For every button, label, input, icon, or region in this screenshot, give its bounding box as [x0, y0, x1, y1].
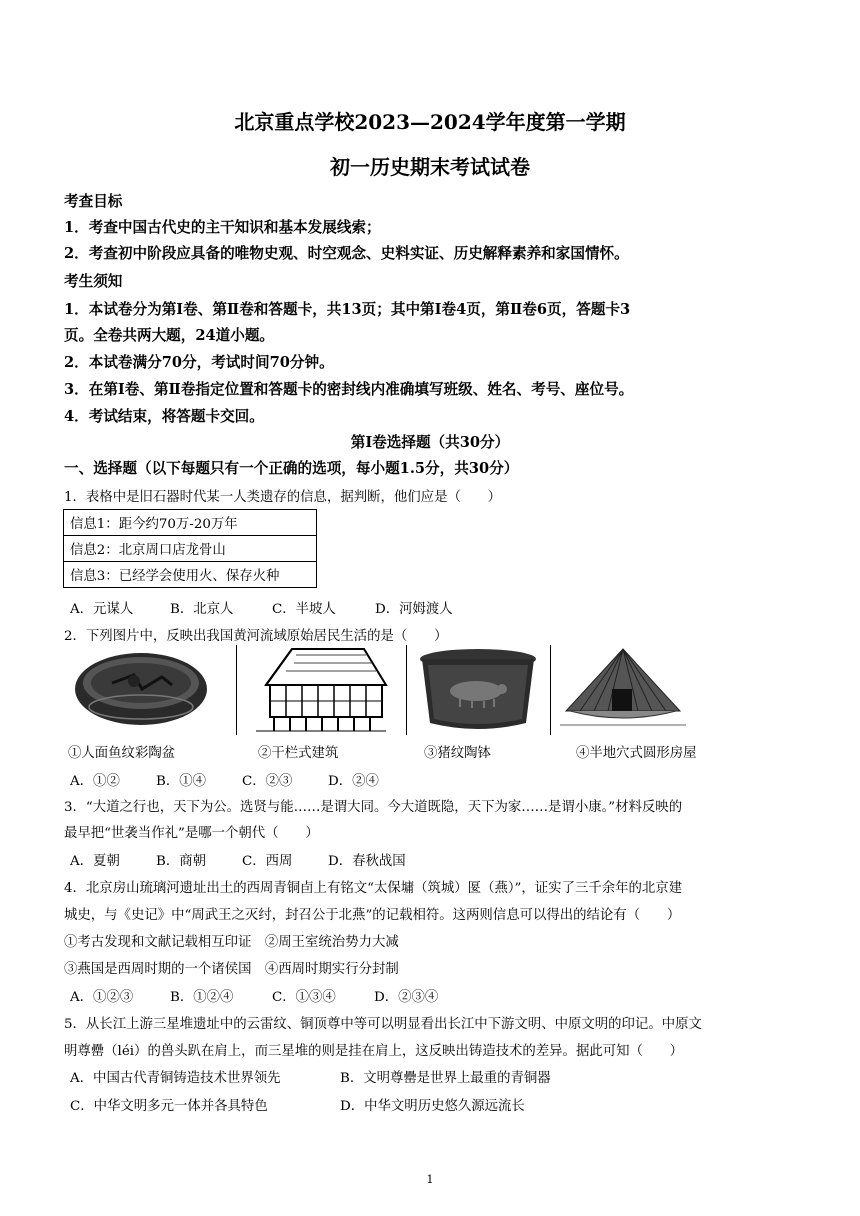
- table-cell: 信息2：北京周口店龙骨山: [64, 536, 317, 562]
- exam-subtitle: 初一历史期末考试试卷: [330, 155, 530, 179]
- q3-option-a: A．夏朝: [70, 854, 120, 869]
- table-row: [64, 562, 317, 588]
- section-title: 第Ⅰ卷选择题（共30分）: [350, 434, 510, 451]
- q5-option-c: C．中华文明多元一体并各具特色: [70, 1099, 268, 1114]
- q1-stem: 1．表格中是旧石器时代某一人类遗存的信息，据判断，他们应是（ ）: [64, 490, 502, 505]
- q1-option-d: D．河姆渡人: [375, 602, 453, 617]
- table-cell: 信息3：已经学会使用火、保存火种: [64, 562, 317, 588]
- notice-item: 页。全卷共两大题，24道小题。: [64, 327, 275, 344]
- q4-option-c: C．①③④: [272, 990, 336, 1005]
- q4-option-a: A．①②③: [70, 990, 134, 1005]
- q1-option-c: C．半坡人: [272, 602, 336, 617]
- q4-statements: ③燕国是西周时期的一个诸侯国 ④西周时期实行分封制: [64, 962, 399, 977]
- q2-stem: 2．下列图片中，反映出我国黄河流域原始居民生活的是（ ）: [64, 629, 448, 644]
- q1-option-a: A．元谋人: [70, 602, 134, 617]
- table-cell: 信息1：距今约70万-20万年: [64, 510, 317, 536]
- q2-option-a: A．①②: [70, 774, 120, 789]
- pig-bowl-image: [416, 645, 540, 733]
- page-number: 1: [426, 1173, 434, 1186]
- goal-item: 1．考查中国古代史的主干知识和基本发展线索；: [64, 219, 381, 236]
- notice-item: 4．考试结束，将答题卡交回。: [64, 408, 264, 425]
- round-house-image: [560, 645, 686, 733]
- table-row: [64, 536, 317, 562]
- table-row: [64, 510, 317, 536]
- notice-item: 2．本试卷满分70分，考试时间70分钟。: [64, 354, 334, 371]
- q2-caption-2: ②干栏式建筑: [258, 746, 339, 761]
- notice-heading: 考生须知: [64, 273, 123, 290]
- q4-statements: ①考古发现和文献记载相互印证 ②周王室统治势力大减: [64, 935, 399, 950]
- q4-stem: 4．北京房山琉璃河遗址出土的西周青铜卣上有铭文“太保墉（筑城）匽（燕）”，证实了三千余年的北京建: [64, 881, 683, 896]
- q3-stem: 3．“大道之行也，天下为公。选贤与能……是谓大同。今大道既隐，天下为家……是谓小康。”材料反映的: [64, 800, 683, 815]
- goals-heading: 考查目标: [64, 193, 123, 210]
- q2-caption-3: ③猪纹陶钵: [424, 746, 491, 761]
- q4-option-b: B．①②④: [170, 990, 234, 1005]
- stilt-house-image: [246, 645, 396, 733]
- q5-option-a: A．中国古代青铜铸造技术世界领先: [70, 1071, 281, 1086]
- divider: [406, 645, 407, 735]
- q3-option-b: B．商朝: [156, 854, 207, 869]
- goal-item: 2．考查初中阶段应具备的唯物史观、时空观念、史料实证、历史解释素养和家国情怀。: [64, 245, 629, 262]
- q2-caption-1: ①人面鱼纹彩陶盆: [68, 746, 176, 761]
- notice-item: 3．在第Ⅰ卷、第Ⅱ卷指定位置和答题卡的密封线内准确填写班级、姓名、考号、座位号。: [64, 381, 634, 398]
- q5-option-b: B．文明尊罍是世界上最重的青铜器: [340, 1071, 551, 1086]
- q2-option-b: B．①④: [156, 774, 207, 789]
- q2-option-c: C．②③: [242, 774, 293, 789]
- q3-stem-cont: 最早把“世袭当作礼”是哪一个朝代（ ）: [64, 826, 319, 841]
- q1-option-b: B．北京人: [170, 602, 234, 617]
- q5-stem: 5．从长江上游三星堆遗址中的云雷纹、铜顶尊中等可以明显看出长江中下游文明、中原文明的印记。中原文: [64, 1017, 702, 1032]
- exam-title: 北京重点学校2023—2024学年度第一学期: [234, 110, 626, 134]
- q3-option-d: D．春秋战国: [328, 854, 406, 869]
- q2-option-d: D．②④: [328, 774, 379, 789]
- divider: [550, 645, 551, 735]
- pottery-basin-image: [72, 645, 210, 733]
- divider: [236, 645, 237, 735]
- q5-option-d: D．中华文明历史悠久源远流长: [340, 1099, 525, 1114]
- q4-option-d: D．②③④: [374, 990, 439, 1005]
- q3-option-c: C．西周: [242, 854, 293, 869]
- notice-item: 1．本试卷分为第Ⅰ卷、第Ⅱ卷和答题卡，共13页；其中第Ⅰ卷4页，第Ⅱ卷6页，答题卡3: [64, 301, 631, 318]
- q1-info-table: [63, 509, 317, 588]
- section-instruction: 一、选择题（以下每题只有一个正确的选项，每小题1.5分，共30分）: [64, 460, 519, 477]
- q5-stem-cont: 明尊罍（léi）的兽头趴在肩上，而三星堆的则是挂在肩上，这反映出铸造技术的差异。据此可知（ ）: [64, 1044, 684, 1059]
- q4-stem-cont: 城史，与《史记》中“周武王之灭纣，封召公于北燕”的记载相符。这两则信息可以得出的结论有（ ）: [64, 908, 681, 923]
- q2-caption-4: ④半地穴式圆形房屋: [576, 746, 697, 761]
